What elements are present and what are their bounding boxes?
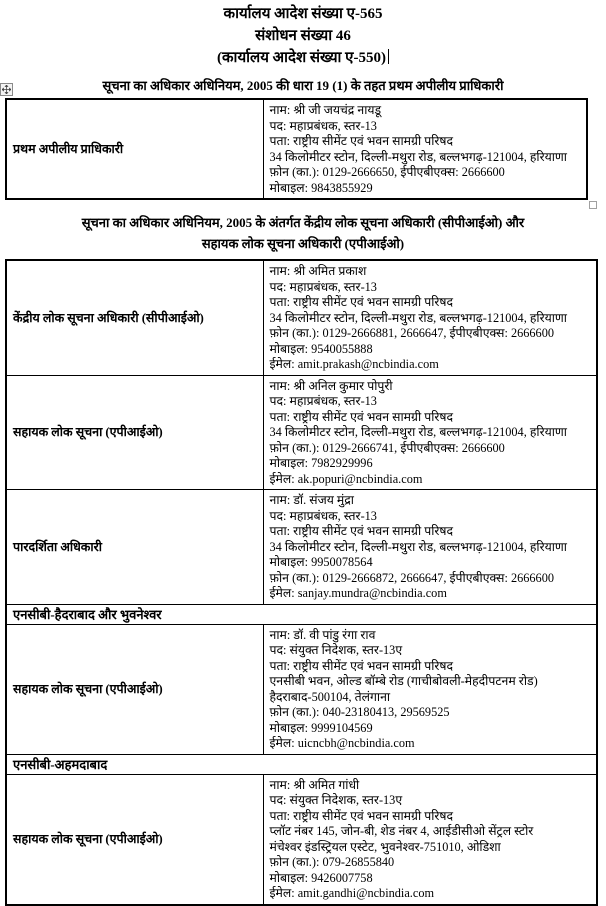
officer-role-label: सहायक लोक सूचना (एपीआईओ)	[6, 624, 263, 754]
officer-detail-line: नाम: श्री अमित गांधी	[269, 777, 360, 792]
officer-detail-line: पद: संयुक्त निदेशक, स्तर-13ए	[269, 793, 403, 807]
officer-detail-line: मोबाइल: 7982929996	[269, 456, 373, 470]
section-header-label: एनसीबी-अहमदाबाद	[6, 754, 597, 774]
officer-detail-line: प्लॉट नंबर 145, जोन-बी, शेड नंबर 4, आईडीसीओ सेंट्रल स्टोर	[269, 824, 534, 838]
officer-detail-line: नाम: श्री अनिल कुमार पोपुरी	[269, 378, 393, 393]
table-move-handle[interactable]	[0, 83, 13, 96]
officer-role-label: सहायक लोक सूचना (एपीआईओ)	[6, 774, 263, 905]
officer-details-cell	[263, 490, 597, 605]
officer-detail-line: पता: राष्ट्रीय सीमेंट एवं भवन सामग्री परिषद	[269, 295, 454, 309]
officer-table-row	[6, 260, 597, 375]
officer-role-label: प्रथम अपीलीय प्राधिकारी	[6, 99, 263, 199]
officer-detail-line: फ़ोन (का.): 040-23180413, 29569525	[269, 705, 450, 719]
officer-role-label: केंद्रीय लोक सूचना अधिकारी (सीपीआईओ)	[6, 260, 263, 375]
officer-detail-line: 34 किलोमीटर स्टोन, दिल्ली-मथुरा रोड, बल्लभगढ़-121004, हरियाणा	[269, 425, 567, 439]
cpio-apio-table	[5, 259, 598, 906]
officer-detail-line: हैदराबाद-500104, तेलंगाना	[269, 689, 391, 704]
officer-detail-line: नाम: श्री अमित प्रकाश	[269, 264, 367, 278]
officer-detail-line: मंचेश्वर इंडस्ट्रियल एस्टेट, भुवनेश्वर-751010, ओडिशा	[269, 839, 501, 854]
officer-role-label: पारदर्शिता अधिकारी	[6, 490, 263, 605]
officer-detail-line: ईमेल: ak.popuri@ncbindia.com	[269, 471, 423, 486]
document-title-block	[0, 0, 606, 69]
first-appellate-authority-table	[5, 98, 588, 200]
officer-detail-line: मोबाइल: 9540055888	[269, 341, 373, 356]
officer-detail-line: मोबाइल: 9426007758	[269, 870, 373, 885]
officer-detail-line: ईमेल: sanjay.mundra@ncbindia.com	[269, 586, 447, 600]
amendment-number-line: संशोधन संख्या 46	[255, 28, 351, 44]
officer-details-cell	[263, 774, 597, 905]
officer-detail-line: पता: राष्ट्रीय सीमेंट एवं भवन सामग्री परिषद	[269, 524, 454, 538]
officer-detail-line: पता: राष्ट्रीय सीमेंट एवं भवन सामग्री परिषद	[269, 808, 454, 823]
officer-table-row	[6, 375, 597, 490]
officer-detail-line: एनसीबी भवन, ओल्ड बॉम्बे रोड (गाचीबोवली-मेहदीपटनम रोड)	[269, 674, 538, 688]
table-resize-handle[interactable]	[589, 201, 597, 209]
officer-detail-line: पद: संयुक्त निदेशक, स्तर-13ए	[269, 643, 403, 657]
officer-detail-line: पता: राष्ट्रीय सीमेंट एवं भवन सामग्री परिषद	[269, 658, 454, 673]
officer-detail-line: फ़ोन (का.): 079-26855840	[269, 855, 395, 869]
officer-detail-line: पता: राष्ट्रीय सीमेंट एवं भवन सामग्री परिषद	[269, 134, 454, 148]
cpio-apio-heading-line2: सहायक लोक सूचना अधिकारी (एपीआईओ)	[201, 236, 405, 251]
officer-details-cell	[263, 624, 597, 754]
officer-detail-line: पद: महाप्रबंधक, स्तर-13	[269, 394, 377, 408]
officer-detail-line: फ़ोन (का.): 0129-2666741, ईपीएबीएक्स: 2666600	[269, 440, 505, 455]
officer-table-row	[6, 624, 597, 754]
officer-detail-line: फ़ोन (का.): 0129-2666881, 2666647, ईपीएबीएक्स: 2666600	[269, 326, 554, 340]
officer-detail-line: पद: महाप्रबंधक, स्तर-13	[269, 279, 377, 294]
previous-order-number-line	[0, 47, 606, 69]
officer-detail-line: मोबाइल: 9999104569	[269, 720, 373, 735]
officer-role-label: सहायक लोक सूचना (एपीआईओ)	[6, 375, 263, 490]
officer-detail-line: पता: राष्ट्रीय सीमेंट एवं भवन सामग्री परिषद	[269, 409, 454, 424]
officer-detail-line: नाम: डॉ. संजय मुंद्रा	[269, 493, 354, 507]
table-section-header-row	[6, 754, 597, 774]
officer-details-cell	[263, 260, 597, 375]
officer-detail-line: नाम: डॉ. वी पांडु रंगा राव	[269, 627, 376, 642]
cpio-apio-heading-line1: सूचना का अधिकार अधिनियम, 2005 के अंतर्गत केंद्रीय लोक सूचना अधिकारी (सीपीआईओ) और	[81, 215, 525, 230]
officer-detail-line: नाम: श्री जी जयचंद्र नायडू	[269, 103, 382, 117]
section-header-label: एनसीबी-हैदराबाद और भुवनेश्वर	[6, 604, 597, 624]
officer-detail-line: मोबाइल: 9950078564	[269, 555, 373, 569]
officer-detail-line: फ़ोन (का.): 0129-2666650, ईपीएबीएक्स: 2666600	[269, 165, 505, 179]
officer-detail-line: 34 किलोमीटर स्टोन, दिल्ली-मथुरा रोड, बल्लभगढ़-121004, हरियाणा	[269, 149, 567, 164]
officer-detail-line: मोबाइल: 9843855929	[269, 180, 373, 195]
office-order-number-line: कार्यालय आदेश संख्या ए-565	[223, 6, 383, 22]
officer-detail-line: फ़ोन (का.): 0129-2666872, 2666647, ईपीएबीएक्स: 2666600	[269, 570, 554, 585]
officer-detail-line: पद: महाप्रबंधक, स्तर-13	[269, 508, 377, 523]
text-cursor	[388, 49, 389, 64]
officer-detail-line: ईमेल: amit.gandhi@ncbindia.com	[269, 886, 435, 900]
officer-table-row	[6, 490, 597, 605]
cpio-apio-heading	[0, 212, 606, 254]
officer-detail-line: ईमेल: amit.prakash@ncbindia.com	[269, 357, 439, 371]
table-section-header-row	[6, 604, 597, 624]
officer-detail-line: ईमेल: uicncbh@ncbindia.com	[269, 736, 415, 750]
officer-detail-line: 34 किलोमीटर स्टोन, दिल्ली-मथुरा रोड, बल्लभगढ़-121004, हरियाणा	[269, 539, 567, 554]
officer-detail-line: पद: महाप्रबंधक, स्तर-13	[269, 118, 377, 133]
officer-table-row	[6, 99, 587, 199]
move-cross-icon	[2, 85, 11, 94]
first-appellate-authority-heading: सूचना का अधिकार अधिनियम, 2005 की धारा 19 (1) के तहत प्रथम अपीलीय प्राधिकारी	[102, 78, 504, 93]
officer-details-cell	[263, 375, 597, 490]
officer-details-cell	[263, 99, 587, 199]
previous-order-number-text: (कार्यालय आदेश संख्या ए-550)	[217, 50, 386, 66]
officer-detail-line: 34 किलोमीटर स्टोन, दिल्ली-मथुरा रोड, बल्लभगढ़-121004, हरियाणा	[269, 310, 567, 325]
officer-table-row	[6, 774, 597, 905]
